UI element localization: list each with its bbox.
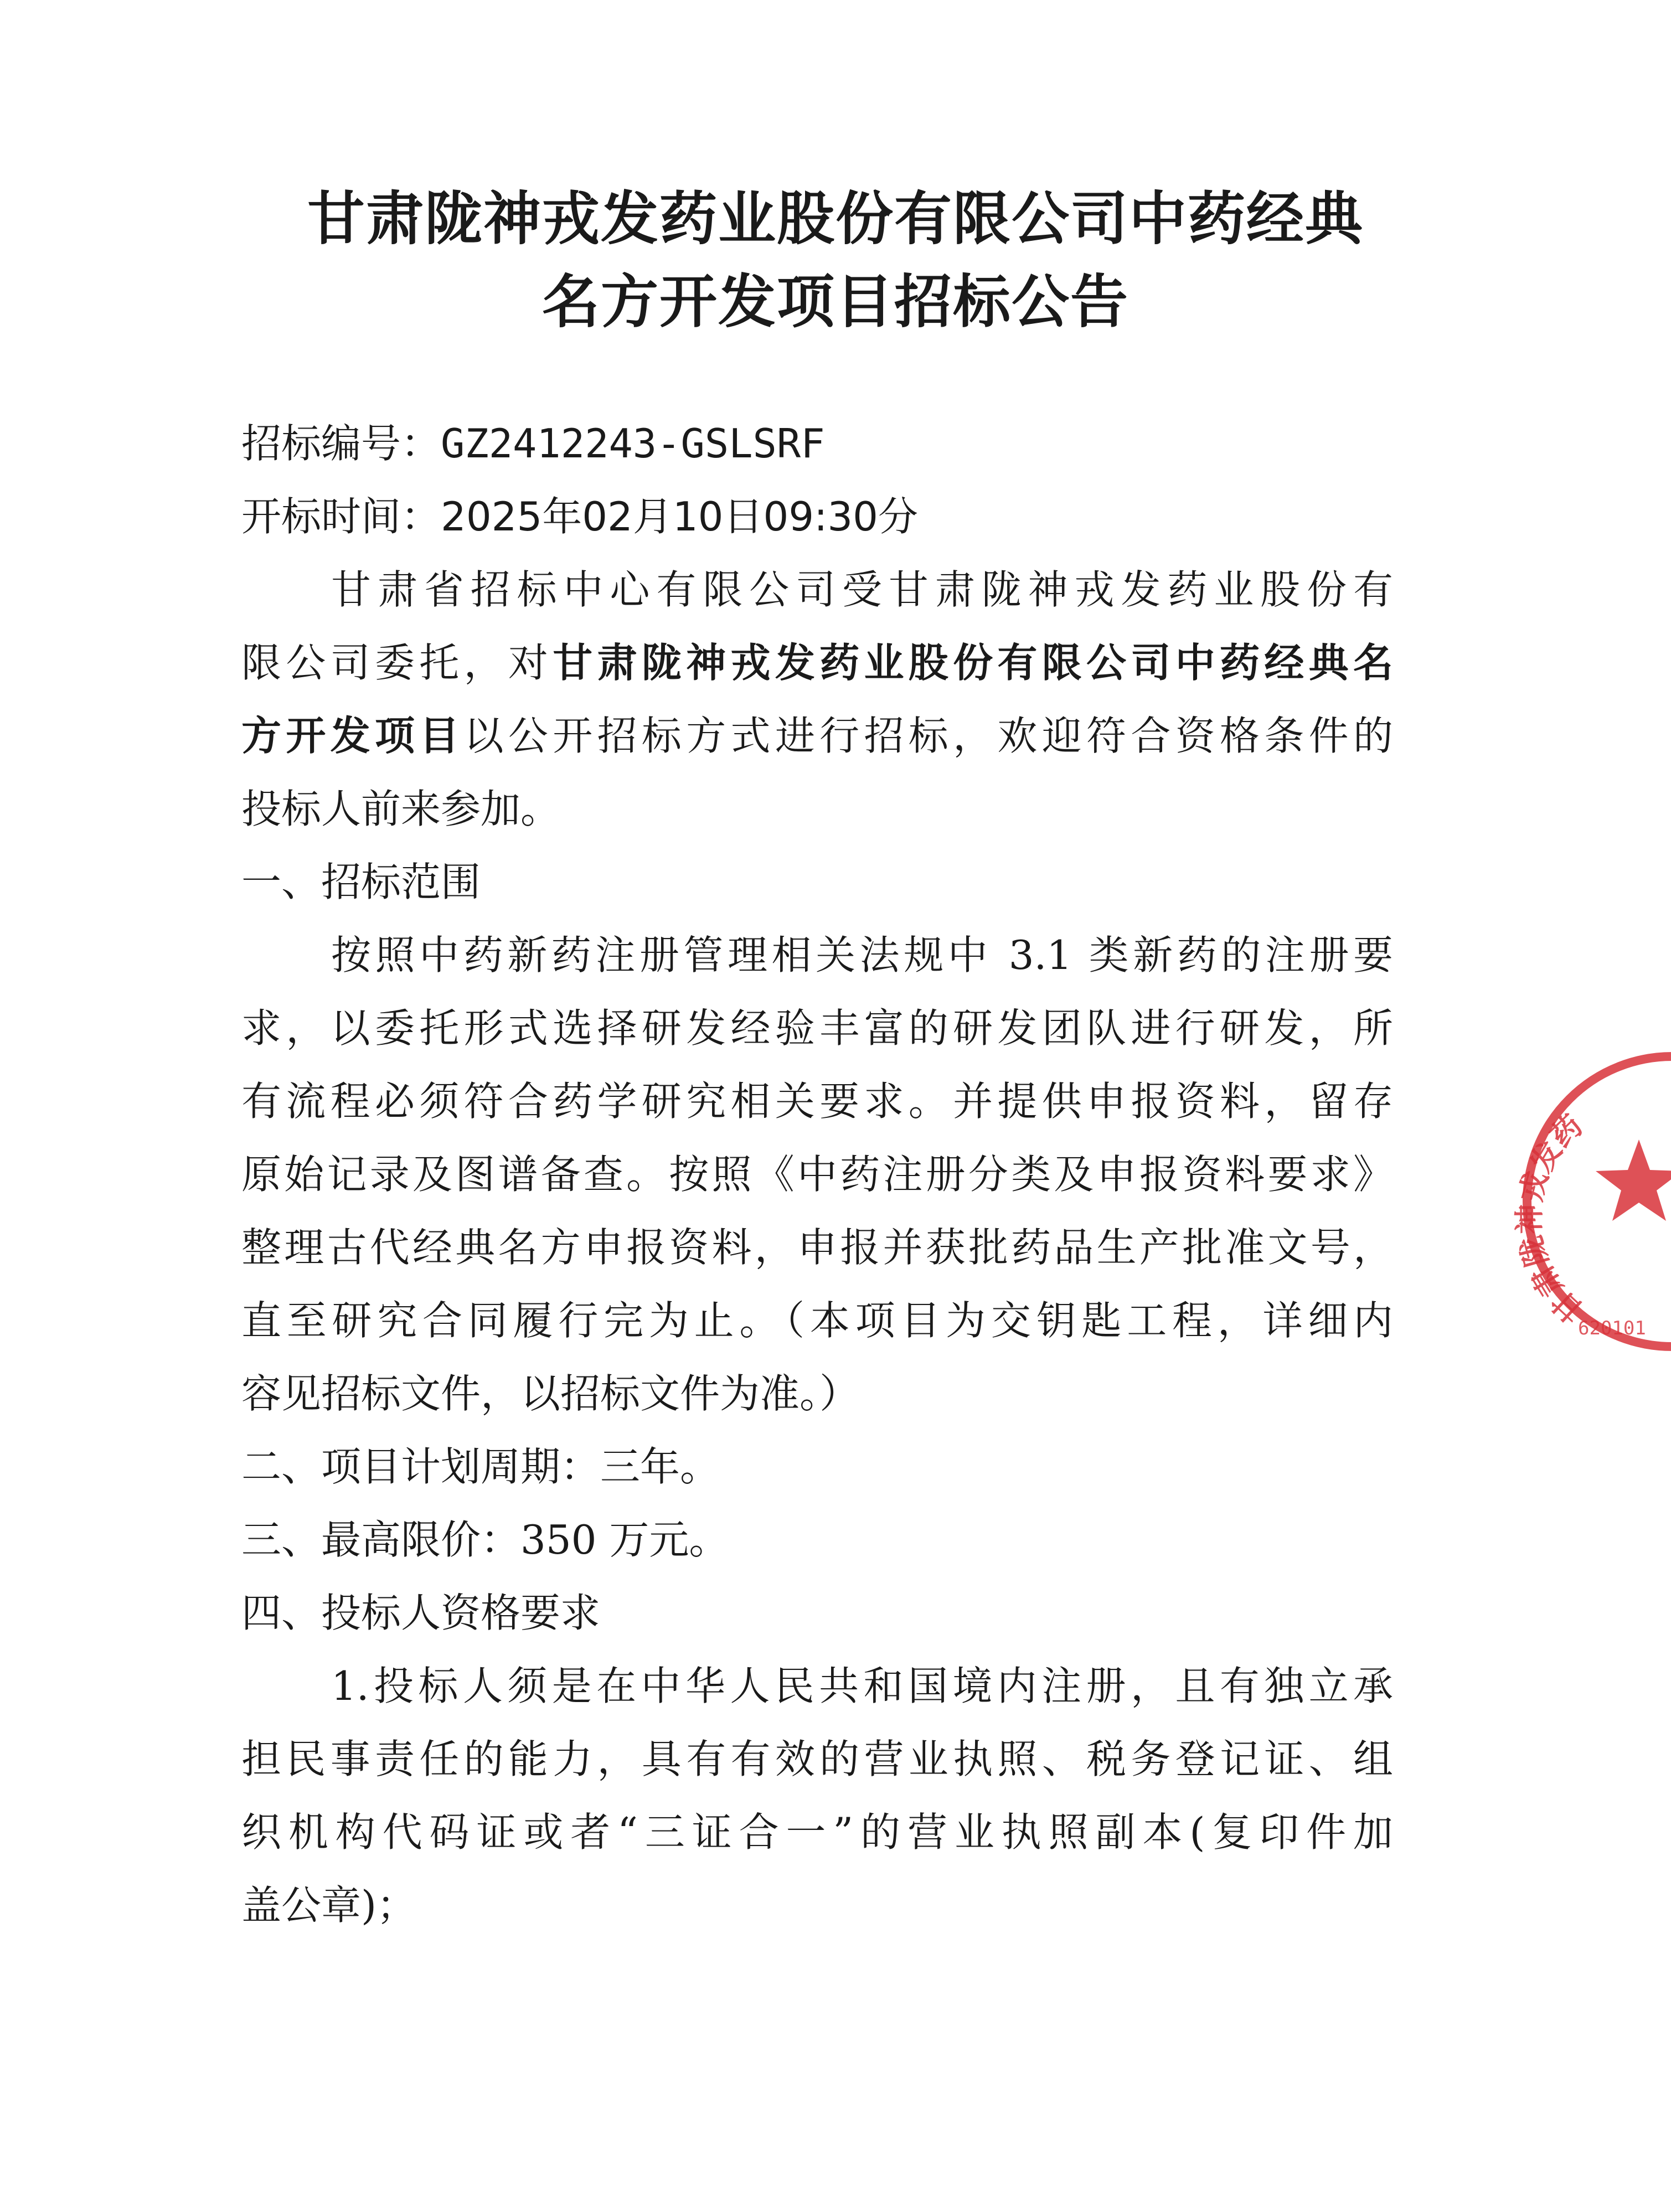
opening-time-value: 2025年02月10日09:30分 [441,493,918,540]
max-price-row [241,1503,1393,1577]
section-heading-scope: 一、招标范围 [241,859,481,905]
max-price-value: 350 万元。 [520,1517,729,1563]
seal-code-text: 620101 [1578,1317,1646,1339]
scope-line: 容见招标文件，以招标文件为准。） [241,1370,860,1417]
intro-project-name: 方开发项目 [241,712,464,759]
intro-text: 以公开招标方式进行招标，欢迎符合资格条件的 [463,713,1393,759]
tender-number-value: GZ2412243-GSLSRF [441,420,825,467]
company-seal-stamp [1473,1052,1671,1351]
intro-line [241,626,1393,700]
document-title-line-1: 甘肃陇神戎发药业股份有限公司中药经典 [307,185,1364,252]
scope-line: 整理古代经典名方申报资料，申报并获批药品生产批准文号， [241,1224,1393,1271]
intro-line [241,699,1393,773]
section-heading-qualifications: 四、投标人资格要求 [241,1590,601,1636]
project-period-row [241,1430,1393,1504]
scope-line: 有流程必须符合药学研究相关要求。并提供申报资料，留存 [241,1078,1393,1125]
qualification-line: 担民事责任的能力，具有有效的营业执照、税务登记证、组 [241,1736,1393,1782]
intro-line: 投标人前来参加。 [241,786,561,832]
seal-star-icon [1596,1139,1671,1221]
project-period-label: 二、项目计划周期： [241,1443,601,1490]
tender-number-label: 招标编号： [241,420,441,467]
max-price-label: 三、最高限价： [241,1517,521,1563]
scope-line: 求，以委托形式选择研发经验丰富的研发团队进行研发，所 [241,1005,1393,1051]
intro-line: 甘肃省招标中心有限公司受甘肃陇神戎发药业股份有 [331,566,1393,613]
tender-number-row [241,406,1393,481]
opening-time-label: 开标时间： [241,493,441,540]
opening-time-row [241,479,1393,554]
document-title-line-2: 名方开发项目招标公告 [541,268,1129,336]
seal-company-text: 甘肃陇神戎发药 [1512,1108,1591,1329]
scope-line: 直至研究合同履行完为止。（本项目为交钥匙工程，详细内 [241,1297,1393,1344]
qualification-line: 1.投标人须是在中华人民共和国境内注册，且有独立承 [331,1663,1393,1709]
scope-line: 原始记录及图谱备查。按照《中药注册分类及申报资料要求》 [241,1151,1393,1198]
intro-text: 限公司委托，对 [241,640,553,686]
qualification-line: 盖公章)； [241,1882,417,1929]
scope-line: 按照中药新药注册管理相关法规中 3.1 类新药的注册要 [331,932,1393,978]
qualification-line: 织机构代码证或者“三证合一”的营业执照副本(复印件加 [241,1809,1393,1855]
intro-project-name: 甘肃陇神戎发药业股份有限公司中药经典名 [553,639,1393,686]
project-period-value: 三年。 [600,1443,720,1490]
